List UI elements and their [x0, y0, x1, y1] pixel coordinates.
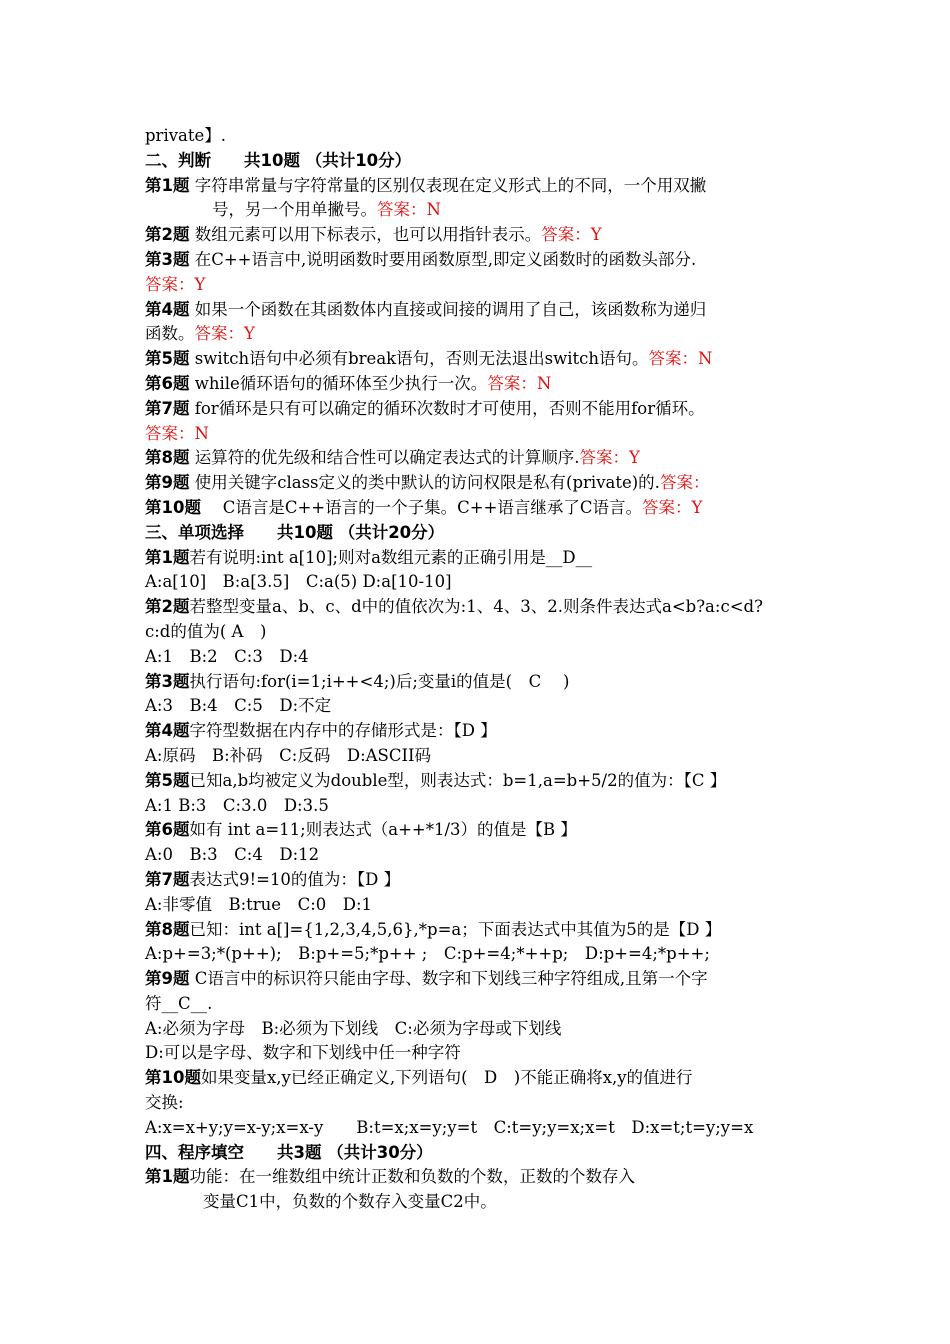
judge-item: [145, 174, 835, 199]
question-number: 第2题: [145, 597, 190, 617]
choice-options: A:1 B:2 C:3 D:4: [145, 646, 309, 666]
judge-item: [145, 248, 835, 273]
choice-item: [145, 868, 835, 893]
question-text-cont: c:d的值为( A ): [145, 621, 267, 641]
question-text: 字符串常量与字符常量的区别仅表现在定义形式上的不同，一个用双撇: [194, 175, 707, 195]
choice-item: [145, 918, 835, 943]
question-text-cont: 符__C__.: [145, 993, 213, 1013]
answer: 答案：N: [487, 373, 552, 393]
judge-item: [145, 496, 835, 521]
question-text: 表达式9!=10的值为：【D 】: [189, 869, 401, 889]
question-text: for循环是只有可以确定的循环次数时才可使用，否则不能用for循环。: [194, 398, 705, 418]
choice-item: [145, 1066, 835, 1091]
question-number: 第1题: [145, 1167, 190, 1187]
question-text-cont: 函数。: [145, 324, 195, 344]
question-text: 如果变量x,y已经正确定义,下列语句( D )不能正确将x,y的值进行: [200, 1068, 693, 1088]
question-text: while循环语句的循环体至少执行一次。: [194, 373, 488, 393]
question-text: 字符型数据在内存中的存储形式是：【D 】: [189, 721, 497, 741]
answer: 答案：: [659, 473, 710, 493]
answer: 答案：N: [145, 423, 209, 443]
question-number: 第6题: [145, 820, 190, 840]
single-heading: 三、单项选择 共10题 （共计20分）: [145, 522, 445, 542]
question-number: 第9题: [145, 473, 190, 493]
answer: 答案：N: [648, 349, 713, 369]
fill-heading: 四、程序填空 共3题 （共计30分）: [145, 1142, 433, 1162]
question-number: 第5题: [145, 770, 190, 790]
answer: 答案：Y: [145, 274, 206, 294]
question-number: 第4题: [145, 299, 190, 319]
question-text: C语言中的标识符只能由字母、数字和下划线三种字符组成,且第一个字: [189, 969, 708, 989]
choice-options: A:p+=3;*(p++); B:p+=5;*p++ ; C:p+=4;*++p; D:p+=4;*p++;: [145, 944, 710, 964]
question-text: 若整型变量a、b、c、d中的值依次为:1、4、3、2.则条件表达式a<b?a:c<d?: [189, 597, 763, 617]
answer: 答案：Y: [642, 497, 703, 517]
judge-heading: 二、判断 共10题 （共计10分）: [145, 150, 412, 170]
question-number: 第2题: [145, 225, 190, 245]
question-number: 第7题: [145, 869, 190, 889]
question-text: 运算符的优先级和结合性可以确定表达式的计算顺序.: [194, 448, 580, 468]
question-number: 第6题: [145, 373, 190, 393]
question-text-cont: 交换:: [145, 1093, 184, 1113]
answer: 答案：Y: [194, 324, 255, 344]
question-number: 第7题: [145, 398, 190, 418]
choice-item: [145, 546, 835, 571]
document-page: [145, 124, 835, 1215]
choice-item: [145, 595, 835, 620]
choice-item: [145, 670, 835, 695]
question-text: 如果一个函数在其函数体内直接或间接的调用了自己，该函数称为递归: [194, 299, 707, 319]
top-line: private】.: [145, 126, 227, 145]
answer: 答案：Y: [579, 448, 640, 468]
choice-options: A:原码 B:补码 C:反码 D:ASCII码: [145, 745, 432, 765]
question-text: 如有 int a=11;则表达式（a++*1/3）的值是【B 】: [189, 820, 577, 840]
question-number: 第5题: [145, 349, 190, 369]
choice-options: A:0 B:3 C:4 D:12: [145, 845, 320, 865]
question-text: 功能：在一维数组中统计正数和负数的个数，正数的个数存入: [189, 1167, 635, 1187]
judge-item-cont: [145, 198, 835, 223]
judge-item: [145, 397, 835, 422]
judge-item: [145, 446, 835, 471]
question-number: 第4题: [145, 721, 190, 741]
judge-item: [145, 298, 835, 323]
judge-item: [145, 223, 835, 248]
choice-options: A:非零值 B:true C:0 D:1: [145, 894, 373, 914]
choice-options: D:可以是字母、数字和下划线中任一种字符: [145, 1043, 461, 1063]
question-number: 第3题: [145, 249, 190, 269]
choice-item: [145, 967, 835, 992]
question-number: 第10题: [145, 1068, 201, 1088]
question-number: 第1题: [145, 547, 190, 567]
answer: 答案：Y: [541, 225, 602, 245]
question-text: switch语句中必须有break语句，否则无法退出switch语句。: [194, 349, 649, 369]
question-text: 数组元素可以用下标表示，也可以用指针表示。: [194, 225, 542, 245]
choice-options: A:x=x+y;y=x-y;x=x-y B:t=x;x=y;y=t C:t=y;y=x;x=t D:x=t;t=y;y=x: [145, 1117, 754, 1137]
judge-item: [145, 471, 835, 496]
question-text-cont: 变量C1中，负数的个数存入变量C2中。: [203, 1192, 497, 1212]
question-number: 第10题: [145, 497, 201, 517]
question-number: 第9题: [145, 969, 190, 989]
question-text: 已知a,b均被定义为double型，则表达式：b=1,a=b+5/2的值为：【C 】: [189, 770, 727, 790]
choice-item: [145, 769, 835, 794]
choice-options: A:1 B:3 C:3.0 D:3.5: [145, 795, 329, 815]
question-text: 已知：int a[]={1,2,3,4,5,6},*p=a；下面表达式中其值为5的是【D 】: [189, 919, 722, 939]
question-text-cont: 号，另一个用单撇号。: [212, 200, 377, 220]
judge-item-cont: [145, 273, 835, 298]
question-text: 执行语句:for(i=1;i++<4;)后;变量i的值是( C ): [189, 671, 570, 691]
fill-item: [145, 1165, 835, 1190]
choice-item: [145, 719, 835, 744]
choice-item: [145, 818, 835, 843]
judge-item: [145, 372, 835, 397]
question-number: 第8题: [145, 919, 190, 939]
question-text: C语言是C++语言的一个子集。C++语言继承了C语言。: [206, 497, 643, 517]
question-text: 在C++语言中,说明函数时要用函数原型,即定义函数时的函数头部分.: [194, 249, 697, 269]
judge-item-cont: [145, 422, 835, 447]
question-number: 第8题: [145, 448, 190, 468]
judge-item-cont: [145, 322, 835, 347]
judge-item: [145, 347, 835, 372]
question-number: 第3题: [145, 671, 190, 691]
answer: 答案：N: [377, 200, 441, 220]
choice-options: A:必须为字母 B:必须为下划线 C:必须为字母或下划线: [145, 1018, 562, 1038]
question-text: 使用关键字class定义的类中默认的访问权限是私有(private)的.: [194, 473, 660, 493]
question-number: 第1题: [145, 175, 190, 195]
choice-options: A:a[10] B:a[3.5] C:a(5) D:a[10-10]: [145, 572, 452, 592]
question-text: 若有说明:int a[10];则对a数组元素的正确引用是__D__: [189, 547, 593, 567]
choice-options: A:3 B:4 C:5 D:不定: [145, 696, 332, 716]
